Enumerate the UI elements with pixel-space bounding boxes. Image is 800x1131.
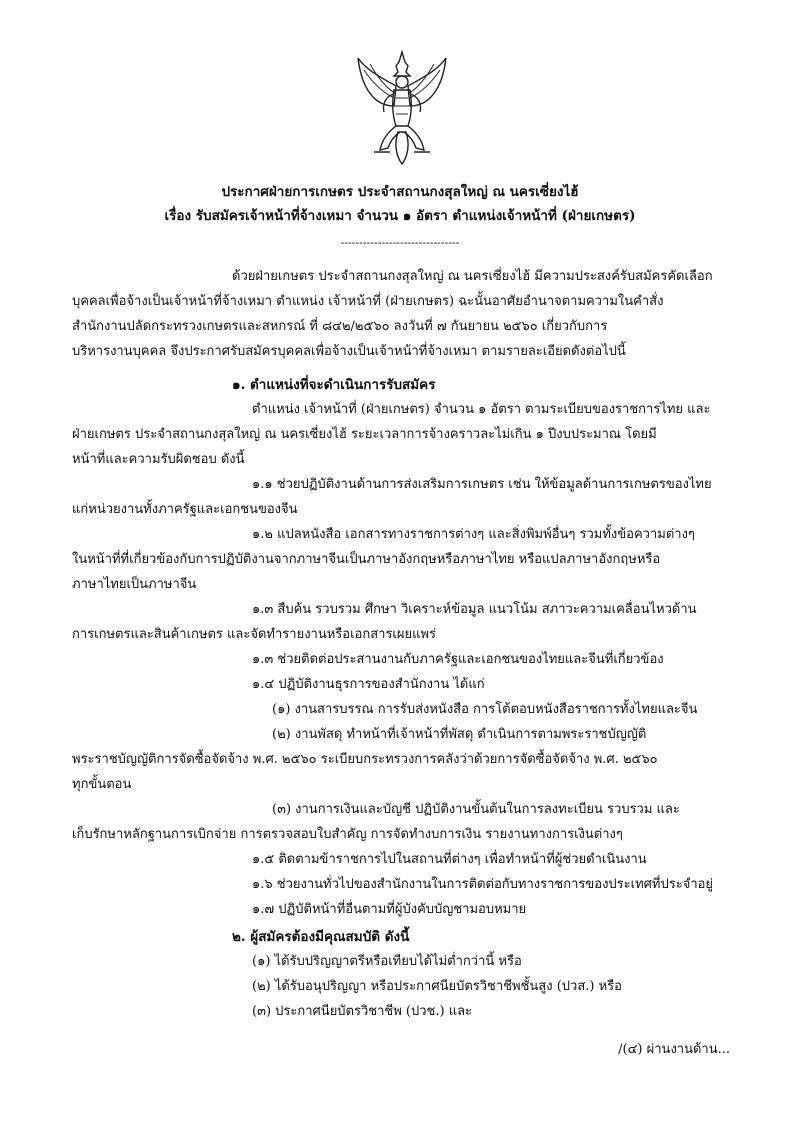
item-1-1: แก่หน่วยงานทั้งภาครัฐและเอกชนของจีน (72, 502, 298, 517)
section-1-para: ฝ่ายเกษตร ประจำสถานกงสุลใหญ่ ณ นครเซี่ยงไฮ้ ระยะเวลาการจ้างคราวละไม่เกิน ๑ ปีงบประมาณ โดยมี (72, 427, 657, 442)
item-1-1: ๑.๑ ช่วยปฏิบัติงานด้านการส่งเสริมการเกษตร เช่น ให้ข้อมูลด้านการเกษตรของไทย (252, 477, 712, 492)
item-1-5: ๑.๕ ติดตามข้าราชการไปในสถานที่ต่างๆ เพื่อทำหน้าที่ผู้ช่วยดำเนินงาน (252, 852, 647, 867)
title-separator: -------------------------------- (340, 236, 460, 249)
item-1-2: ๑.๒ แปลหนังสือ เอกสารทางราชการต่างๆ และสิ่งพิมพ์อื่นๆ รวมทั้งข้อความต่างๆ (252, 527, 695, 542)
section-1-heading: ๑. ตำแหน่งที่จะดำเนินการรับสมัคร (232, 377, 436, 393)
item-1-2: ภาษาไทยเป็นภาษาจีน (72, 577, 197, 592)
page-continuation: /(๔) ผ่านงานด้าน... (618, 1042, 730, 1057)
intro-line: บุคคลเพื่อจ้างเป็นเจ้าหน้าที่จ้างเหมา ตำแหน่ง เจ้าหน้าที่ (ฝ่ายเกษตร) ฉะนั้นอาศัยอำนาจตามความในคำสั่ง (72, 294, 664, 309)
section-2-heading: ๒. ผู้สมัครต้องมีคุณสมบัติ ดังนี้ (232, 929, 410, 945)
garuda-emblem-icon (352, 48, 452, 168)
intro-line: สำนักงานปลัดกระทรวงเกษตรและสหกรณ์ ที่ ๘๔๒/๒๕๖๐ ลงวันที่ ๗ กันยายน ๒๕๖๐ เกี่ยวกับการ (72, 319, 608, 334)
item-1-2: ในหน้าที่ที่เกี่ยวข้องกับการปฏิบัติงานจากภาษาจีนเป็นภาษาอังกฤษหรือภาษาไทย หรือแปลภาษาอังกฤษหรือ (72, 552, 661, 567)
section-1-para: ตำแหน่ง เจ้าหน้าที่ (ฝ่ายเกษตร) จำนวน ๑ อัตรา ตามระเบียบของราชการไทย และ (252, 402, 711, 417)
qualification-item: (๑) ได้รับปริญญาตรีหรือเทียบได้ไม่ต่ำกว่านี้ หรือ (252, 954, 522, 969)
sub-item-1: (๑) งานสารบรรณ การรับส่งหนังสือ การโต้ตอบหนังสือราชการทั้งไทยและจีน (272, 702, 698, 717)
qualification-item: (๓) ประกาศนียบัตรวิชาชีพ (ปวช.) และ (252, 1004, 473, 1019)
sub-item-3: เก็บรักษาหลักฐานการเบิกจ่าย การตรวจสอบใบสำคัญ การจัดทำงบการเงิน รายงานทางการเงินต่างๆ (72, 827, 623, 842)
sub-item-2: ทุกขั้นตอน (72, 777, 132, 792)
item-1-6: ๑.๖ ช่วยงานทั่วไปของสำนักงานในการติดต่อกับทางราชการของประเทศที่ประจำอยู่ (252, 877, 714, 892)
item-1-3b: ๑.๓ ช่วยติดต่อประสานงานกับภาครัฐและเอกชนของไทยและจีนที่เกี่ยวข้อง (252, 652, 664, 667)
intro-line: ด้วยฝ่ายเกษตร ประจำสถานกงสุลใหญ่ ณ นครเซี่ยงไฮ้ มีความประสงค์รับสมัครคัดเลือก (232, 269, 713, 284)
intro-line: บริหารงานบุคคล จึงประกาศรับสมัครบุคคลเพื่อจ้างเป็นเจ้าหน้าที่จ้างเหมา ตามรายละเอียดดังต่อไปนี้ (72, 344, 626, 359)
qualification-item: (๒) ได้รับอนุปริญญา หรือประกาศนียบัตรวิชาชีพชั้นสูง (ปวส.) หรือ (252, 979, 622, 994)
title-line-2: เรื่อง รับสมัครเจ้าหน้าที่จ้างเหมา จำนวน ๑ อัตรา ตำแหน่งเจ้าหน้าที่ (ฝ่ายเกษตร) (164, 208, 636, 224)
title-line-1: ประกาศฝ่ายการเกษตร ประจำสถานกงสุลใหญ่ ณ นครเซี่ยงไฮ้ (221, 184, 579, 200)
item-1-3: ๑.๓ สืบค้น รวบรวม ศึกษา วิเคราะห์ข้อมูล แนวโน้ม สภาวะความเคลื่อนไหวด้าน (252, 602, 697, 617)
item-1-7: ๑.๗ ปฏิบัติหน้าที่อื่นตามที่ผู้บังคับบัญชามอบหมาย (252, 902, 527, 917)
sub-item-2: (๒) งานพัสดุ ทำหน้าที่เจ้าหน้าที่พัสดุ ดำเนินการตามพระราชบัญญัติ (272, 727, 647, 742)
item-1-3: การเกษตรและสินค้าเกษตร และจัดทำรายงานหรือเอกสารเผยแพร่ (72, 627, 437, 642)
item-1-4: ๑.๔ ปฏิบัติงานธุรการของสำนักงาน ได้แก่ (252, 677, 485, 692)
sub-item-2: พระราชบัญญัติการจัดซื้อจัดจ้าง พ.ศ. ๒๕๖๐ ระเบียบกระทรวงการคลังว่าด้วยการจัดซื้อจัดจ้าง พ.ศ. ๒๕๖๐ (72, 752, 658, 767)
section-1-para: หน้าที่และความรับผิดชอบ ดังนี้ (72, 452, 245, 467)
sub-item-3: (๓) งานการเงินและบัญชี ปฏิบัติงานขั้นต้นในการลงทะเบียน รวบรวม และ (272, 802, 680, 817)
